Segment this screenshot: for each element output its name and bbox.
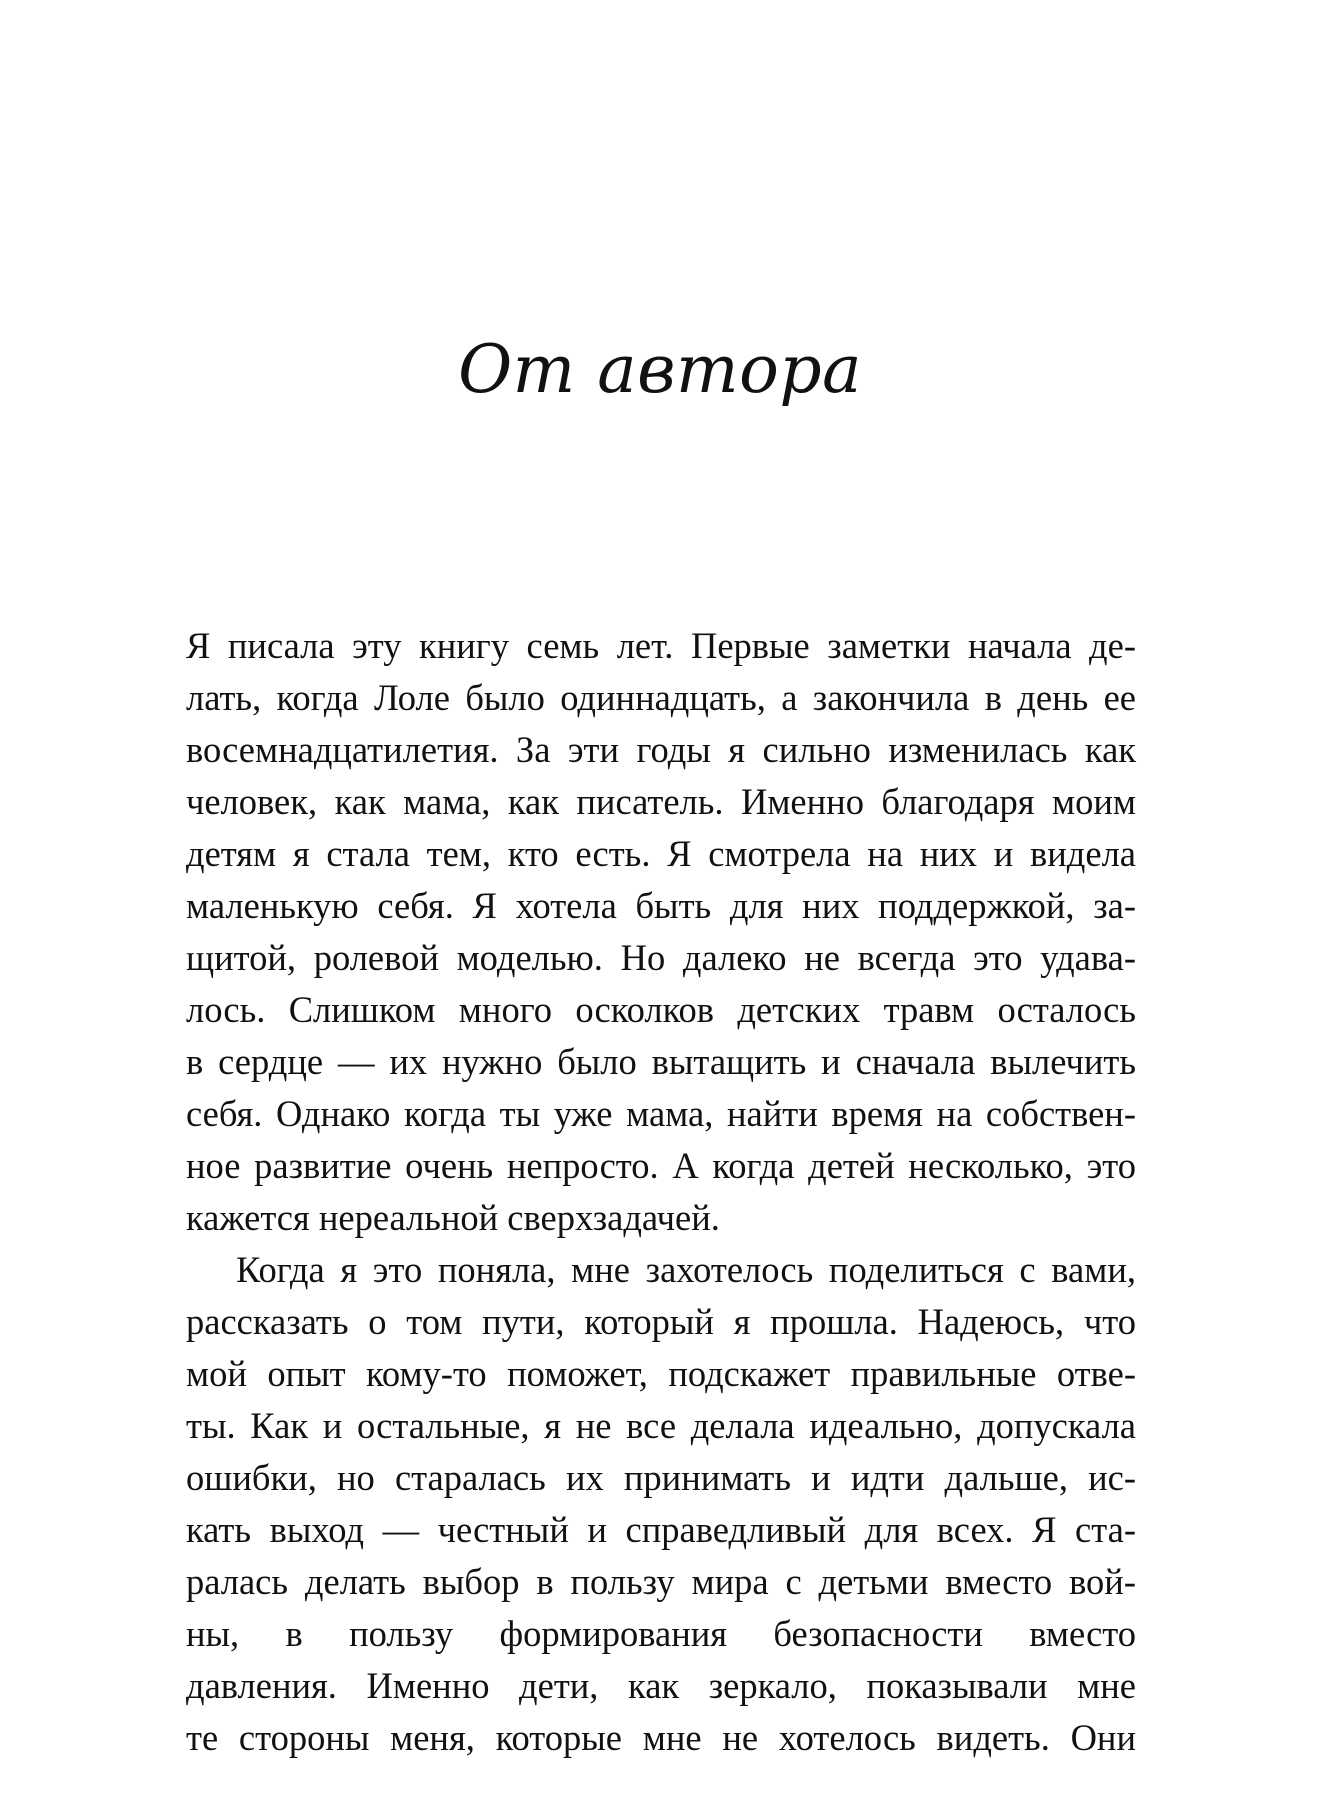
text-line: те стороны меня, которые мне не хотелось видеть. Они xyxy=(186,1717,1136,1758)
text-line: ны, в пользу формирования безопасности вместо xyxy=(186,1613,1136,1654)
text-line: маленькую себя. Я хотела быть для них поддержкой, за- xyxy=(186,885,1136,926)
text-line: лать, когда Лоле было одиннадцать, а закончила в день ее xyxy=(186,677,1136,718)
text-line: ты. Как и остальные, я не все делала идеально, допускала xyxy=(186,1405,1136,1446)
text-line: щитой, ролевой моделью. Но далеко не всегда это удава- xyxy=(186,937,1136,978)
chapter-title: От автора xyxy=(458,331,862,408)
text-line: мой опыт кому-то поможет, подскажет правильные отве- xyxy=(186,1353,1136,1394)
text-line: человек, как мама, как писатель. Именно благодаря моим xyxy=(186,781,1136,822)
text-line: в сердце — их нужно было вытащить и сначала вылечить xyxy=(186,1041,1136,1082)
text-line: лось. Слишком много осколков детских травм осталось xyxy=(186,989,1136,1030)
text-line: ное развитие очень непросто. А когда детей несколько, это xyxy=(186,1145,1136,1186)
text-line: кать выход — честный и справедливый для всех. Я ста- xyxy=(186,1509,1136,1550)
text-line: Я писала эту книгу семь лет. Первые заметки начала де- xyxy=(186,625,1136,666)
text-line: восемнадцатилетия. За эти годы я сильно изменилась как xyxy=(186,729,1136,770)
body-text xyxy=(186,620,1136,1764)
text-line: рассказать о том пути, который я прошла. Надеюсь, что xyxy=(186,1301,1136,1342)
text-line: ошибки, но старалась их принимать и идти дальше, ис- xyxy=(186,1457,1136,1498)
paragraph-end-line: кажется нереальной сверхзадачей. xyxy=(186,1197,720,1238)
paragraph-first-line: Когда я это поняла, мне захотелось поделиться с вами, xyxy=(236,1249,1136,1290)
text-line: давления. Именно дети, как зеркало, показывали мне xyxy=(186,1665,1136,1706)
text-line: ралась делать выбор в пользу мира с детьми вместо вой- xyxy=(186,1561,1136,1602)
text-line: детям я стала тем, кто есть. Я смотрела на них и видела xyxy=(186,833,1136,874)
text-line: себя. Однако когда ты уже мама, найти время на собствен- xyxy=(186,1093,1136,1134)
